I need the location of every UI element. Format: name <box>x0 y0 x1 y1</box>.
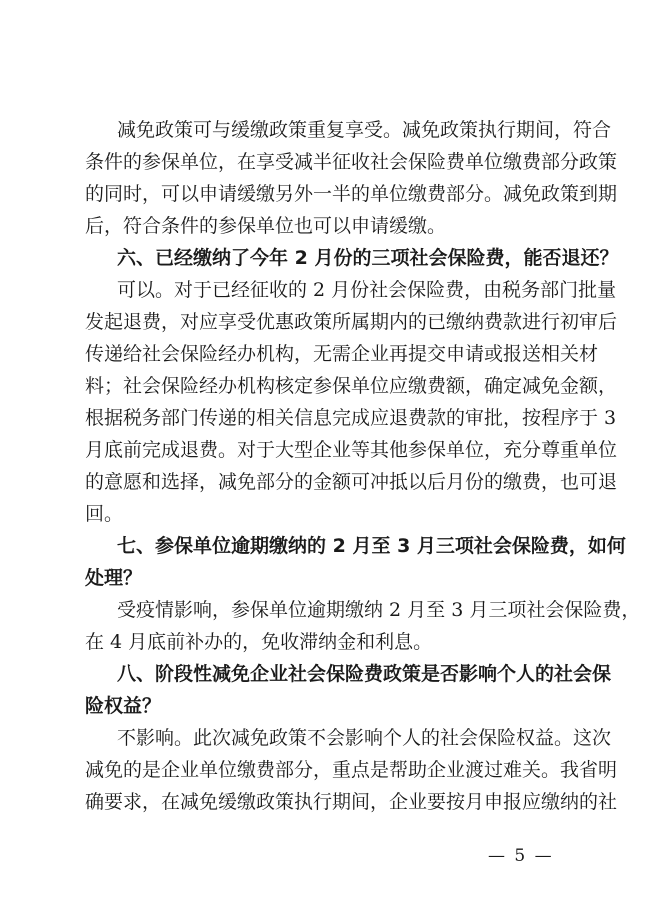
text-line: 处理？ <box>85 567 143 589</box>
paragraph <box>85 594 641 658</box>
paragraph <box>85 722 618 818</box>
text-line: 根据税务部门传递的相关信息完成应退费款的审批，按程序于 3 <box>85 407 617 429</box>
text-line: 险权益？ <box>85 695 162 717</box>
section-heading <box>85 530 626 594</box>
text-line: 的同时，可以申请缓缴另外一半的单位缴费部分。减免政策到期 <box>85 183 618 205</box>
paragraph <box>85 114 618 242</box>
text-line: 确要求，在减免缓缴政策执行期间，企业要按月申报应缴纳的社 <box>85 791 618 813</box>
text-line: 七、参保单位逾期缴纳的 2 月至 3 月三项社会保险费，如何 <box>117 535 626 557</box>
text-line: 在 4 月底前补办的，免收滞纳金和利息。 <box>85 631 433 653</box>
section-heading <box>85 658 612 722</box>
text-line: 不影响。此次减免政策不会影响个人的社会保险权益。这次 <box>117 727 612 749</box>
text-line: 料；社会保险经办机构核定参保单位应缴费额，确定减免金额， <box>85 375 618 397</box>
text-line: 条件的参保单位，在享受减半征收社会保险费单位缴费部分政策 <box>85 151 618 173</box>
text-line: 受疫情影响，参保单位逾期缴纳 2 月至 3 月三项社会保险费， <box>117 599 641 621</box>
text-line: 后，符合条件的参保单位也可以申请缓缴。 <box>85 215 447 237</box>
text-line: 八、阶段性减免企业社会保险费政策是否影响个人的社会保 <box>117 663 612 685</box>
text-line: 传递给社会保险经办机构，无需企业再提交申请或报送相关材 <box>85 343 599 365</box>
paragraph <box>85 274 618 530</box>
section-heading <box>85 242 619 274</box>
text-line: 减免政策可与缓缴政策重复享受。减免政策执行期间，符合 <box>117 119 612 141</box>
text-line: 可以。对于已经征收的 2 月份社会保险费，由税务部门批量 <box>117 279 617 301</box>
text-line: 发起退费，对应享受优惠政策所属期内的已缴纳费款进行初审后 <box>85 311 618 333</box>
text-line: 减免的是企业单位缴费部分，重点是帮助企业渡过难关。我省明 <box>85 759 618 781</box>
text-line: 六、已经缴纳了今年 2 月份的三项社会保险费，能否退还？ <box>117 247 619 269</box>
page-number: — 5 — <box>488 846 554 866</box>
text-line: 的意愿和选择，减免部分的金额可冲抵以后月份的缴费，也可退 <box>85 471 618 493</box>
text-line: 月底前完成退费。对于大型企业等其他参保单位，充分尊重单位 <box>85 439 618 461</box>
text-line: 回。 <box>85 503 124 525</box>
document-body <box>85 114 641 818</box>
